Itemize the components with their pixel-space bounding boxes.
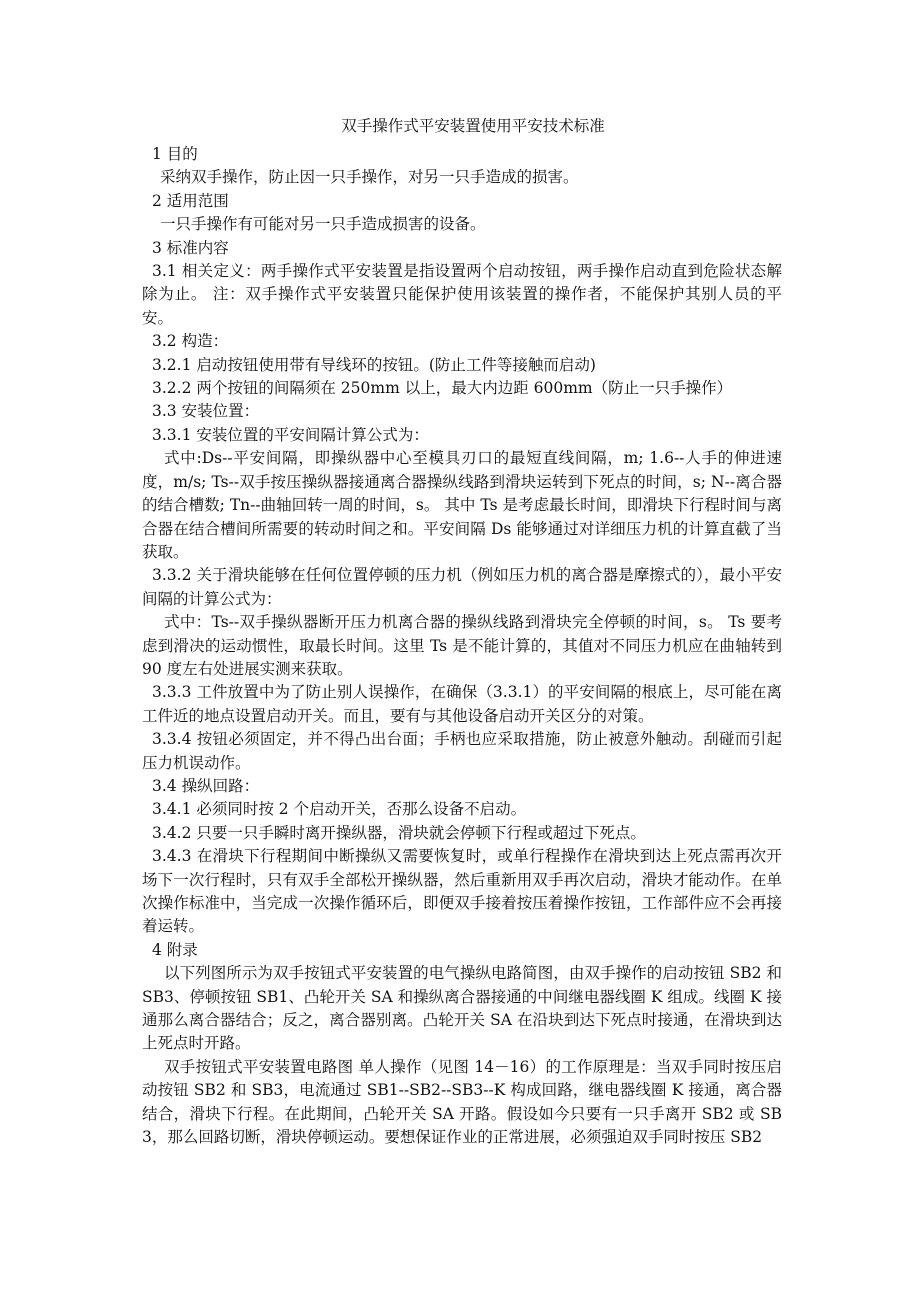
paragraph-3-4-2: 3.4.2 只要一只手瞬时离开操纵器，滑块就会停顿下行程或超过下死点。 (152, 823, 646, 842)
heading-3-2: 3.2 构造： (152, 332, 229, 351)
paragraph-3-2-1: 3.2.1 启动按钮使用带有导线环的按钮。(防止工件等接触而启动) (152, 355, 596, 374)
document-title: 双手操作式平安装置使用平安技术标准 (341, 117, 605, 135)
paragraph-3-2-2: 3.2.2 两个按钮的间隔须在 250mm 以上，最大内边距 600mm（防止一只手操作） (152, 379, 733, 398)
paragraph-purpose: 采纳双手操作，防止因一只手操作，对另一只手造成的损害。 (160, 168, 579, 187)
paragraph-3-4-1: 3.4.1 必须同时按 2 个启动开关，否那么设备不启动。 (152, 800, 527, 819)
paragraph-3-3-1: 3.3.1 安装位置的平安间隔计算公式为： (152, 425, 429, 444)
paragraph-appendix-2: 双手按钮式平安装置电路图 单人操作（见图 14－16）的工作原理是：当双手同时按压启动按钮 SB2 和 SB3，电流通过 SB1--SB2--SB3--K 构成回路，继电器线圈 K 接通，离合器结合，滑块下行程。在此期间，凸轮开关 SA 开路。假设如今只要有一只手离开 SB2 或 SB3，那么回路切断，滑块停顿运动。要想保证作业的正常进展，必须强迫双手同时按压 SB2 (142, 1057, 782, 1147)
paragraph-3-1: 3.1 相关定义：两手操作式平安装置是指设置两个启动按钮，两手操作启动直到危险状态解除为止。 注：双手操作式平安装置只能保护使用该装置的操作者，不能保护其别人员的平安。 (142, 262, 782, 327)
paragraph-3-3-2: 3.3.2 关于滑块能够在任何位置停顿的压力机（例如压力机的离合器是摩擦式的），最小平安间隔的计算公式为： (142, 566, 782, 608)
paragraph-scope: 一只手操作有可能对另一只手造成损害的设备。 (160, 215, 486, 234)
paragraph-appendix-1: 以下列图所示为双手按钮式平安装置的电气操纵电路简图，由双手操作的启动按钮 SB2 和 SB3、停顿按钮 SB1、凸轮开关 SA 和操纵离合器接通的中间继电器线圈 K 组成。线圈 K 接通那么离合器结合；反之，离合器别离。凸轮开关 SA 在沿块到达下死点时接通，在滑块到达上死点时开路。 (142, 964, 782, 1053)
paragraph-3-3-3: 3.3.3 工件放置中为了防止别人误操作，在确保（3.3.1）的平安间隔的根底上，尽可能在离工件近的地点设置启动开关。而且，要有与其他设备启动开关区分的对策。 (142, 683, 782, 725)
heading-3-4: 3.4 操纵回路： (152, 776, 260, 795)
document-body (142, 115, 782, 1149)
paragraph-3-4-3: 3.4.3 在滑块下行程期间中断操纵又需要恢复时，或单行程操作在滑块到达上死点需再次开场下一次行程时，只有双手全部松开操纵器，然后重新用双手再次启动，滑块才能动作。在单次操作标准中，当完成一次操作循环后，即便双手接着按压着操作按钮，工作部件应不会再接着运转。 (142, 847, 782, 936)
heading-standard-content: 3 标准内容 (152, 238, 229, 257)
heading-purpose: 1 目的 (152, 145, 198, 163)
paragraph-3-3-4: 3.3.4 按钮必须固定，并不得凸出台面；手柄也应采取措施，防止被意外触动。刮碰而引起压力机误动作。 (142, 730, 782, 772)
paragraph-formula-2-notes: 式中：Ts--双手操纵器断开压力机离合器的操纵线路到滑块完全停顿的时间，s。 Ts 要考虑到滑决的运动惯性，取最长时间。这里 Ts 是不能计算的，其值对不同压力机应在曲轴转到 90 度左右处进展实测来获取。 (142, 613, 782, 678)
paragraph-formula-1-notes: 式中:Ds--平安间隔，即操纵器中心至模具刃口的最短直线间隔，m; 1.6--人手的伸进速度，m/s; Ts--双手按压操纵器接通离合器操纵线路到滑块运转到下死点的时间，s; N--离合器的结合槽数; Tn--曲轴回转一周的时间，s。 其中 Ts 是考虑最长时间，即滑块下行程时间与离合器在结合槽间所需要的转动时间之和。平安间隔 Ds 能够通过对详细压力机的计算直截了当获取。 (142, 449, 782, 561)
heading-scope: 2 适用范围 (152, 191, 229, 210)
heading-3-3: 3.3 安装位置： (152, 402, 260, 421)
heading-appendix: 4 附录 (152, 940, 198, 959)
